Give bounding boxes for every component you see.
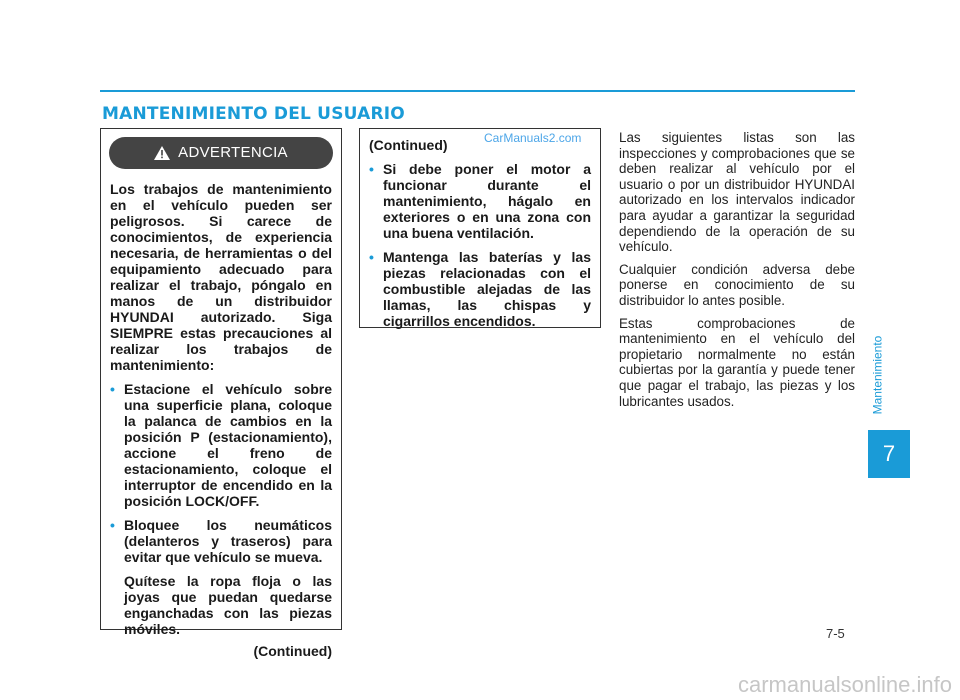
watermark-link[interactable]: CarManuals2.com [484,131,582,145]
section-title: MANTENIMIENTO DEL USUARIO [102,104,405,124]
continued-bullet: • Si debe poner el motor a funcionar durante el mantenimiento, hágalo en exteriores o en una zona con una buena ventilación. [369,161,591,241]
body-text [619,130,855,416]
page-number: 7-5 [826,626,845,641]
bullet-dot: • [110,517,115,533]
continued-heading: (Continued) [369,137,448,153]
continued-bullet: • Mantenga las baterías y las piezas relacionadas con el combustible alejadas de las llamas, las chispas y cigarrillos encendidos. [369,249,591,329]
footer-url[interactable]: carmanualsonline.info [737,672,952,697]
warning-box [100,128,342,659]
body-paragraph: Cualquier condición adversa debe ponerse en conocimiento de su distribuidor lo antes posible. [619,261,855,308]
continued-box [359,128,601,328]
warning-continued: (Continued) [253,643,332,659]
chapter-tab: 7 [868,430,910,478]
top-rule [100,90,855,92]
warning-title: ADVERTENCIA [178,144,288,161]
warning-intro: Los trabajos de mantenimiento en el vehículo pueden ser peligrosos. Si carece de conocimientos, de experiencia necesaria, de herramientas o del equipamiento adecuado para realizar el trabajo, póngalo en manos de un distribuidor HYUNDAI autorizado. Siga SIEMPRE estas precauciones al realizar los trabajos de mantenimiento: [110,181,332,373]
bullet-dot: • [369,249,374,265]
bullet-dot: • [110,381,115,397]
body-paragraph: Estas comprobaciones de mantenimiento en el vehículo del propietario normalmente no están cubiertas por la garantía y puede tener que pagar el trabajo, las piezas y los lubricantes usados. [619,315,855,409]
warning-header [109,137,333,169]
bullet-dot: • [369,161,374,177]
body-paragraph: Las siguientes listas son las inspecciones y comprobaciones que se deben realizar al vehículo por el usuario o por un distribuidor HYUNDAI autorizado en los intervalos indicador para ayudar a garantizar la seguridad dependiendo de la operación de su vehículo. [619,130,855,255]
warning-bullet: • Estacione el vehículo sobre una superficie plana, coloque la palanca de cambios en la posición P (estacionamiento), accione el freno de estacionamiento, coloque el interruptor de encendido en la posición LOCK/OFF. [110,381,332,509]
warning-extra: Quítese la ropa floja o las joyas que puedan quedarse enganchadas con las piezas móviles. [124,573,332,637]
warning-triangle-icon [154,146,170,160]
sidebar-section-label: Mantenimiento [870,335,884,415]
warning-bullet: • Bloquee los neumáticos (delanteros y traseros) para evitar que vehículo se mueva. [110,517,332,565]
